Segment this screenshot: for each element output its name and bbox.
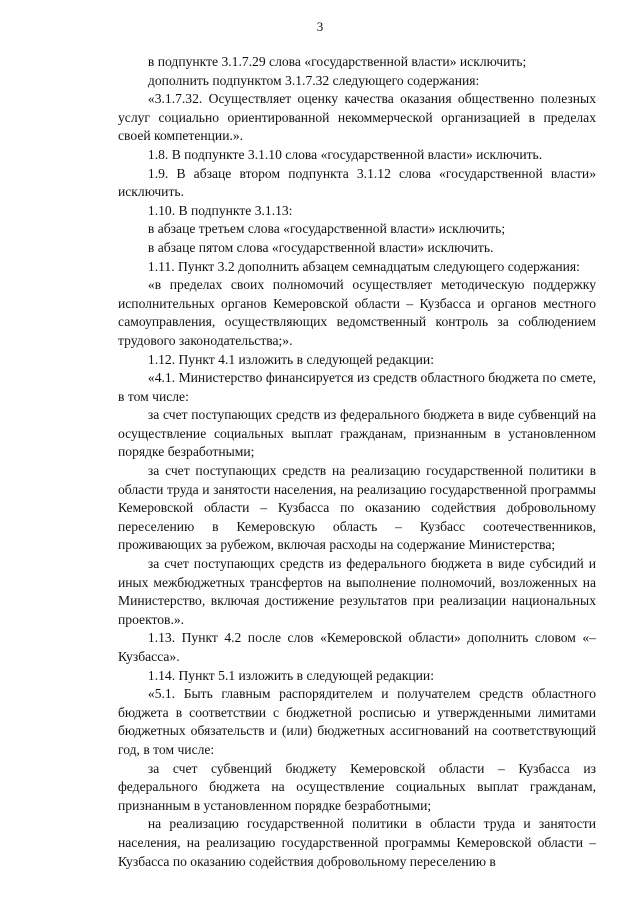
- paragraph: 1.11. Пункт 3.2 дополнить абзацем семнадцатым следующего содержания:: [147, 258, 580, 274]
- paragraph: 1.9. В абзаце втором подпункта 3.1.12 слова «государственной власти» исключить.: [118, 165, 596, 200]
- paragraph: за счет поступающих средств из федерального бюджета в виде субвенций на осуществление социальных выплат гражданам, признанным в установленном порядке безработными;: [118, 407, 596, 460]
- paragraph: «3.1.7.32. Осуществляет оценку качества оказания общественно полезных услуг социально ориентированной некоммерческой организацией в пределах своей компетенции.».: [118, 91, 596, 144]
- paragraph: «в пределах своих полномочий осуществляет методическую поддержку исполнительных органов Кемеровской области – Кузбасса и органов местного самоуправления, осуществляющих ведомственный контроль за соблюдением трудового законодательства;».: [118, 277, 596, 348]
- paragraph: 1.12. Пункт 4.1 изложить в следующей редакции:: [147, 351, 434, 367]
- paragraph: за счет поступающих средств на реализацию государственной политики в области труда и занятости населения, на реализацию государственной программы Кемеровской области – Кузбасса по оказанию содействия добровольному переселению в Кемеровскую область – Кузбасс соотечественников, проживающих за рубежом, включая расходы на содержание Министерства;: [118, 463, 596, 553]
- paragraph: 1.8. В подпункте 3.1.10 слова «государственной власти» исключить.: [147, 146, 543, 162]
- paragraph: дополнить подпунктом 3.1.7.32 следующего содержания:: [147, 72, 480, 88]
- paragraph: 1.13. Пункт 4.2 после слов «Кемеровской области» дополнить словом «– Кузбасса».: [118, 630, 596, 664]
- paragraph: 1.14. Пункт 5.1 изложить в следующей редакции:: [147, 667, 434, 683]
- paragraph: за счет поступающих средств из федерального бюджета в виде субсидий и иных межбюджетных трансфертов на выполнение полномочий, возложенных на Министерство, включая достижение результатов при реализации национальных проектов.».: [118, 556, 596, 627]
- paragraph: «5.1. Быть главным распорядителем и получателем средств областного бюджета в соответствии с бюджетной росписью и утвержденными лимитами бюджетных обязательств и (или) бюджетных ассигнований на соответствующий год, в том числе:: [118, 686, 596, 757]
- paragraph: в абзаце пятом слова «государственной власти» исключить.: [147, 239, 494, 255]
- paragraph: в подпункте 3.1.7.29 слова «государственной власти» исключить;: [147, 54, 527, 69]
- page-number: 3: [316, 19, 324, 34]
- paragraph: на реализацию государственной политики в области труда и занятости населения, на реализацию государственной программы Кемеровской области – Кузбасса по оказанию содействия добровольному переселению в: [118, 816, 596, 869]
- document-body: [118, 53, 596, 871]
- paragraph: 1.10. В подпункте 3.1.13:: [147, 202, 293, 218]
- paragraph: за счет субвенций бюджету Кемеровской области – Кузбасса из федерального бюджета на осуществление социальных выплат гражданам, признанным в установленном порядке безработными;: [118, 760, 596, 813]
- paragraph: в абзаце третьем слова «государственной власти» исключить;: [147, 221, 506, 237]
- paragraph: «4.1. Министерство финансируется из средств областного бюджета по смете, в том числе:: [118, 370, 596, 404]
